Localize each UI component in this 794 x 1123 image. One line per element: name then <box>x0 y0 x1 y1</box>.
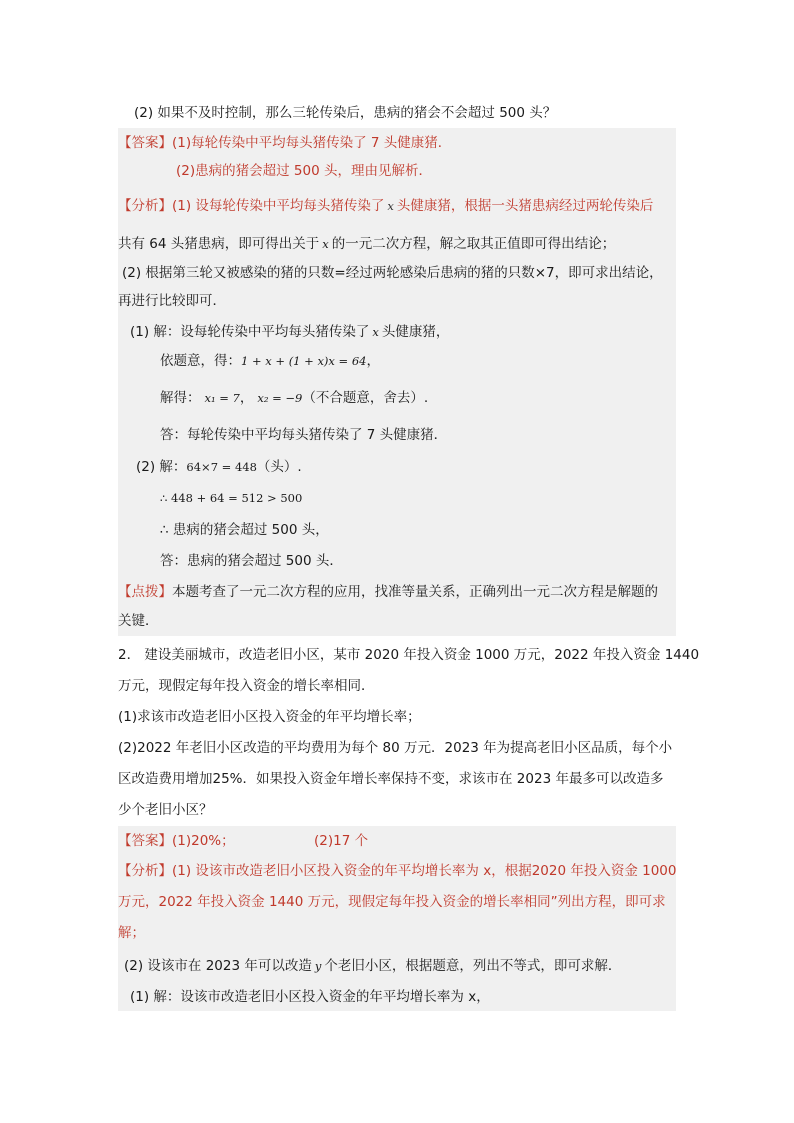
q2-part2-line-2: 区改造费用增加25%．如果投入资金年增长率保持不变，求该市在 2023 年最多可以改造多 <box>118 771 664 787</box>
q1-tip-1: 【点拨】本题考查了一元二次方程的应用，找准等量关系，正确列出一元二次方程是解题的 <box>118 584 658 600</box>
q1-tip-2: 关键． <box>118 613 159 629</box>
q2-analysis-line-1: 【分析】(1) 设该市改造老旧小区投入资金的年平均增长率为 x，根据2020 年投入资金 1000 <box>118 863 677 879</box>
var-x: x <box>322 237 329 251</box>
q2-part2-line-3: 少个老旧小区？ <box>118 802 213 818</box>
q2-answer-2: (2)17 个 <box>314 833 369 849</box>
q1-analysis-line-4: 再进行比较即可． <box>118 293 226 309</box>
var-x: x <box>372 325 379 339</box>
q2-part1: (1)求该市改造老旧小区投入资金的年平均增长率； <box>118 709 421 725</box>
q2-analysis-line-2: 万元，2022 年投入资金 1440 万元，现假定每年投入资金的增长率相同”列出方程，即可求 <box>118 894 666 910</box>
equation: 1 + x + (1 + x)x = 64 <box>241 354 367 368</box>
q1-analysis-line-2: 共有 64 头猪患病，即可得出关于 x 的一元二次方程，解之取其正值即可得出结论； <box>118 236 616 252</box>
tip-tag: 【点拨】 <box>118 584 172 600</box>
q2-answer-analysis-block <box>118 826 676 1011</box>
q1-solution-1: (1) 解：设每轮传染中平均每头猪传染了 x 头健康猪， <box>130 324 450 340</box>
analysis-tag: 【分析】 <box>118 863 172 879</box>
q1-solution-8: 答：患病的猪会超过 500 头． <box>160 553 343 569</box>
q2-solution-1: (1) 解：设该市改造老旧小区投入资金的年平均增长率为 x， <box>130 989 490 1005</box>
q1-analysis-line-1: 【分析】(1) 设每轮传染中平均每头猪传染了 x 头健康猪，根据一头猪患病经过两轮传染后 <box>118 198 654 214</box>
q2-part2-line-1: (2)2022 年老旧小区改造的平均费用为每个 80 万元．2023 年为提高老旧小区品质，每个小 <box>118 740 673 756</box>
root-1: x₁ = 7 <box>204 391 240 405</box>
q1-answer-1: (1)每轮传染中平均每头猪传染了 7 头健康猪． <box>172 135 452 151</box>
q1-solution-6: ∴ 448 + 64 = 512 > 500 <box>160 491 303 505</box>
var-x: x <box>387 199 394 213</box>
q1-solution-3: 解得： x₁ = 7， x₂ = −9（不合题意，舍去）. <box>160 390 429 406</box>
q1-answer <box>118 134 451 152</box>
q2-question-line-1: 2． 建设美丽城市，改造老旧小区，某市 2020 年投入资金 1000 万元，2022 年投入资金 1440 <box>118 647 700 663</box>
q2-question-line-2: 万元，现假定每年投入资金的增长率相同． <box>118 678 375 694</box>
q1-solution-5: (2) 解：64×7 = 448（头）. <box>136 459 302 475</box>
q2-answer-1: (1)20%； <box>172 833 235 849</box>
q2-analysis-line-3: 解； <box>118 925 145 941</box>
q1-answer-2: (2)患病的猪会超过 500 头，理由见解析． <box>176 163 432 179</box>
q1-solution-7: ∴ 患病的猪会超过 500 头， <box>160 522 329 538</box>
q2-analysis-line-4: (2) 设该市在 2023 年可以改造 y 个老旧小区，根据题意，列出不等式，即可求解． <box>124 958 622 974</box>
q1-solution-4: 答：每轮传染中平均每头猪传染了 7 头健康猪． <box>160 427 448 443</box>
var-y: y <box>314 959 322 973</box>
answer-tag: 【答案】 <box>118 135 172 151</box>
q1-part2-question: (2) 如果不及时控制，那么三轮传染后，患病的猪会不会超过 500 头？ <box>134 105 557 121</box>
q1-solution-2: 依题意，得：1 + x + (1 + x)x = 64， <box>160 353 380 369</box>
analysis-tag: 【分析】 <box>118 198 172 214</box>
answer-tag: 【答案】 <box>118 833 172 849</box>
q2-answer <box>118 832 235 850</box>
q1-analysis-line-3: (2) 根据第三轮又被感染的猪的只数=经过两轮感染后患病的猪的只数×7，即可求出结论， <box>122 265 663 281</box>
root-2: x₂ = −9 <box>257 391 303 405</box>
